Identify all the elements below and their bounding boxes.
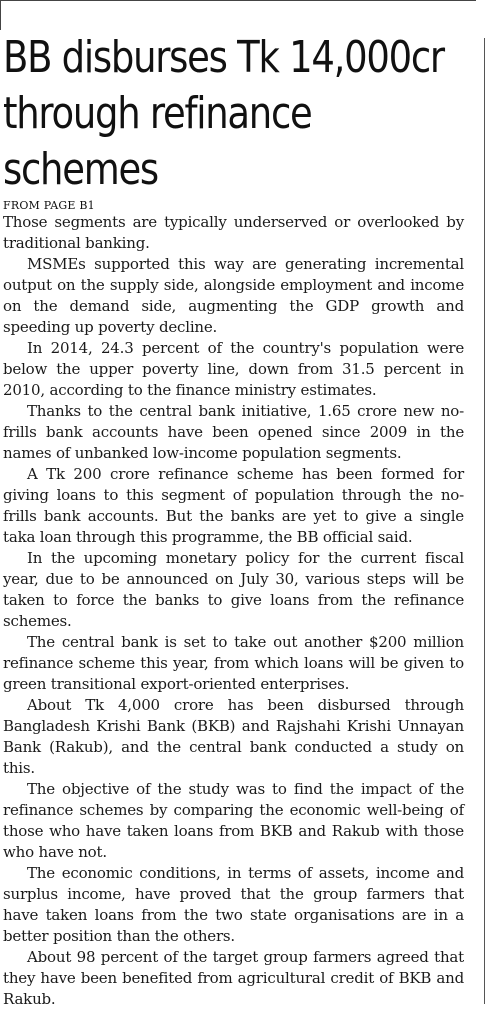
jump-line: FROM PAGE B1 xyxy=(3,199,95,212)
article-body xyxy=(3,212,464,1010)
article-paragraph: About 98 percent of the target group farmers agreed that they have been benefited from agricultural credit of BKB and Rakub. xyxy=(3,948,464,1008)
news-article xyxy=(3,30,464,1010)
column-rule-right xyxy=(484,38,485,1004)
article-paragraph: In 2014, 24.3 percent of the country's population were below the upper poverty line, down from 31.5 percent in 2010, according to the finance ministry estimates. xyxy=(3,339,464,399)
article-paragraph: Those segments are typically underserved or overlooked by traditional banking. xyxy=(3,213,464,252)
column-rule-left xyxy=(0,0,1,30)
article-paragraph: The economic conditions, in terms of assets, income and surplus income, have proved that the group farmers that have taken loans from the two state organisations are in a better position than the others. xyxy=(3,864,464,945)
article-paragraph: Thanks to the central bank initiative, 1.65 crore new no-frills bank accounts have been opened since 2009 in the names of unbanked low-income population segments. xyxy=(3,402,464,462)
article-paragraph: In the upcoming monetary policy for the current fiscal year, due to be announced on July 30, various steps will be taken to force the banks to give loans from the refinance schemes. xyxy=(3,549,464,630)
article-headline: BB disburses Tk 14,000cr through refinance schemes xyxy=(3,32,444,195)
article-paragraph: MSMEs supported this way are generating incremental output on the supply side, alongside employment and income on the demand side, augmenting the GDP growth and speeding up poverty decline. xyxy=(3,255,464,336)
article-paragraph: A Tk 200 crore refinance scheme has been formed for giving loans to this segment of population through the no-frills bank accounts. But the banks are yet to give a single taka loan through this programme, the BB official said. xyxy=(3,465,464,546)
article-paragraph: About Tk 4,000 crore has been disbursed through Bangladesh Krishi Bank (BKB) and Rajshahi Krishi Unnayan Bank (Rakub), and the central bank conducted a study on this. xyxy=(3,696,464,777)
column-rule-top xyxy=(0,0,476,1)
article-paragraph: The central bank is set to take out another $200 million refinance scheme this year, from which loans will be given to green transitional export-oriented enterprises. xyxy=(3,633,464,693)
article-paragraph: The objective of the study was to find the impact of the refinance schemes by comparing the economic well-being of those who have taken loans from BKB and Rakub with those who have not. xyxy=(3,780,464,861)
